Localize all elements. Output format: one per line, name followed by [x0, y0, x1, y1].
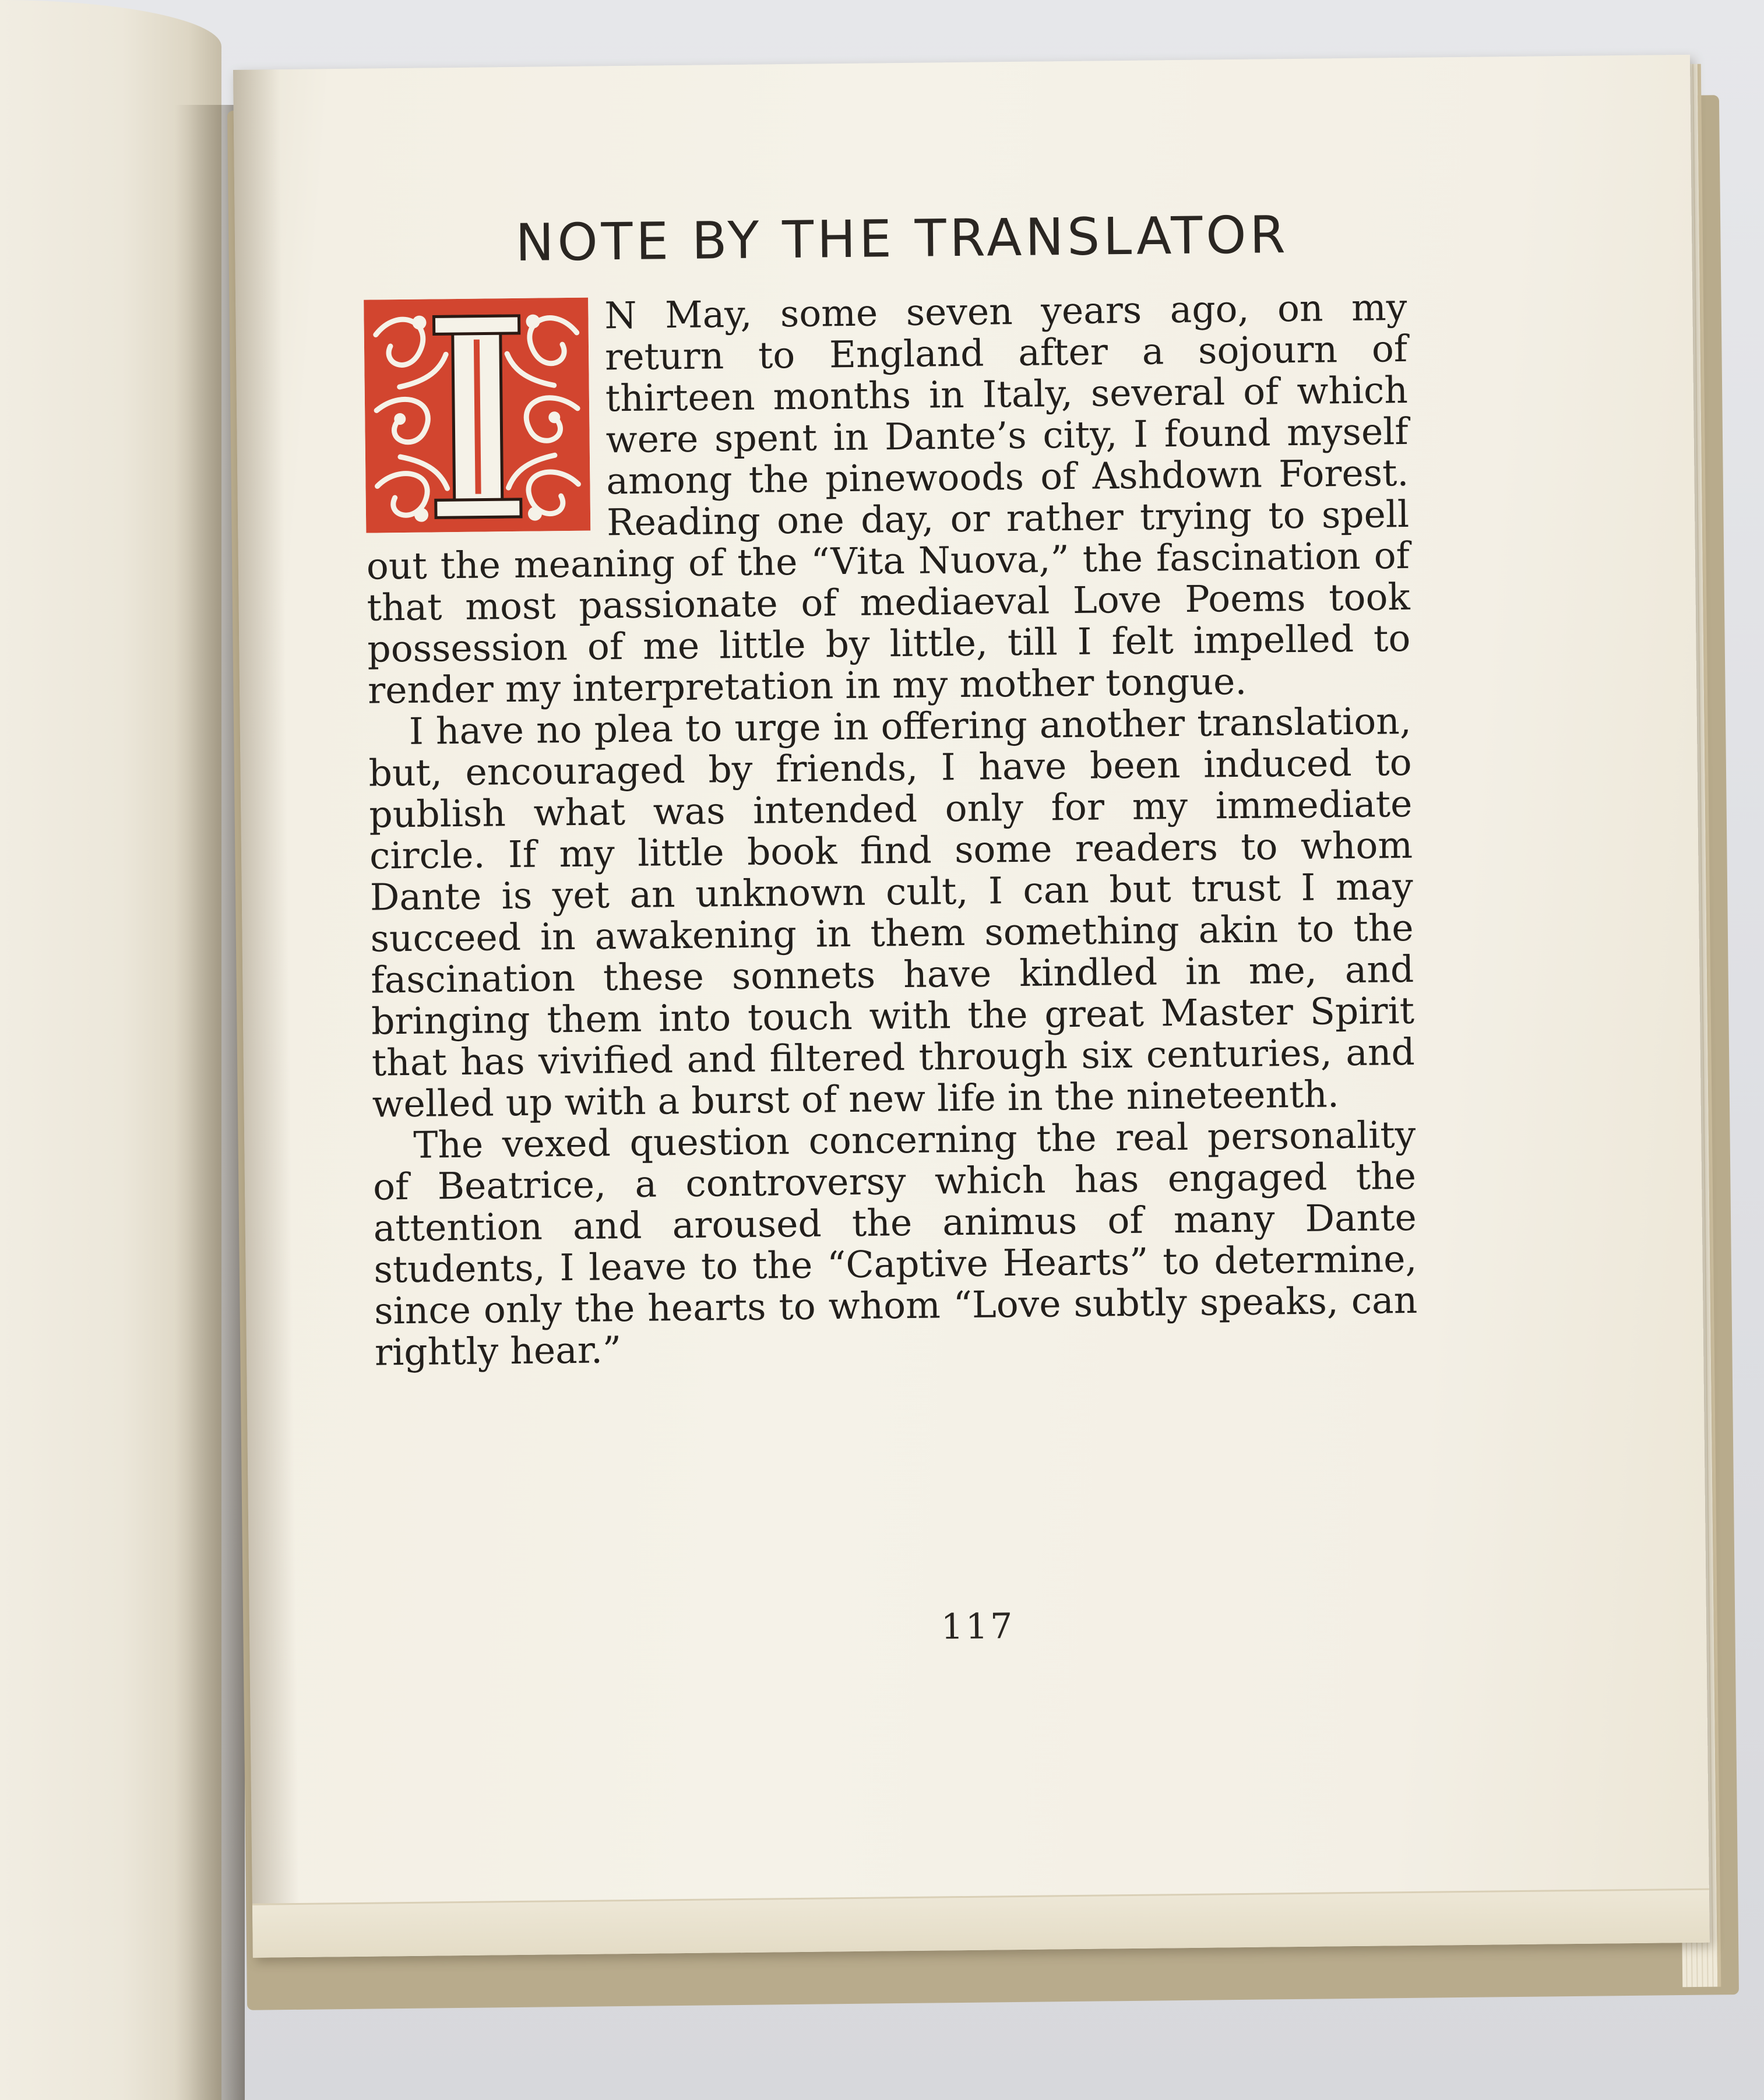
page-title: NOTE BY THE TRANSLATOR: [515, 205, 1290, 273]
paragraph-3: The vexed question concerning the real personality of Beatrice, a controversy which has engaged the attention and aroused the animus of many Dante students, I leave to the “Captive Hearts” to determine, since only the hearts to whom “Love subtly speaks, can rightly hear.”: [372, 1113, 1418, 1374]
page-text-block: [363, 203, 1418, 1373]
ornamental-drop-cap: [364, 298, 590, 533]
page-number: 117: [941, 1606, 1015, 1648]
right-page: [233, 55, 1710, 1958]
paragraph-1: N May, some seven years ago, on my return to England after a sojourn of thirteen months in Italy, several of which were spent in Dante’s city, I found myself among the pinewoods of Ashdown Forest. Reading one day, or rather trying to spell out the meaning of the “Vita Nuova,” the fascination of that most passionate of mediaeval Love Poems took possession of me little by little, till I felt impelled to render my interpretation in my mother tongue.: [366, 286, 1411, 712]
paragraph-2: I have no plea to urge in offering another translation, but, encouraged by friends, I have been induced to publish what was intended only for my immediate circle. If my little book find some readers to whom Dante is yet an unknown cult, I can but trust I may succeed in awakening in them something akin to the fascination these sonnets have kindled in me, and bringing them into touch with the great Master Spirit that has vivified and filtered through six centuries, and welled up with a burst of new life in the nineteenth.: [368, 699, 1416, 1126]
